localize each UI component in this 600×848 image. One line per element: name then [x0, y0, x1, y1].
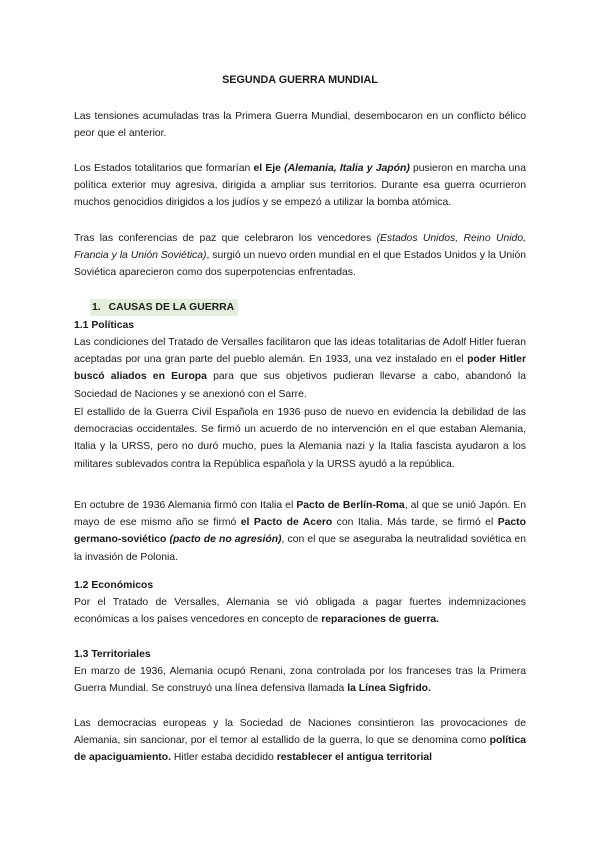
economicos-paragraph-1: Por el Tratado de Versalles, Alemania se vió obligada a pagar fuertes indemnizaciones económicas a los países vencedores en concepto de reparaciones de guerra.: [74, 597, 526, 626]
restablecer-territorial: restablecer el antigua territorial: [276, 752, 433, 764]
politicas-paragraph-1: Las condiciones del Tratado de Versalles facilitaron que las ideas totalitarias de Adolf Hitler fueran aceptadas por una gran parte del pueblo alemán. En 1933, una vez instalado en el poder Hitler buscó aliados en Europa para que sus objetivos pudieran llevarse a cabo, abandonó la Sociedad de Naciones y se anexionó con el Sarre.: [74, 337, 527, 400]
section-1-heading: [90, 299, 238, 316]
pacto-no-agresion: (pacto de no agresión): [169, 534, 282, 546]
politicas-paragraph-2: El estallido de la Guerra Civil Española en 1936 puso de nuevo en evidencia la debilidad de las democracias occidentales. Se firmó un acuerdo de no intervención en el que estaban Alemania, Italia y la URSS, pero no duró mucho, pues la Alemania nazi y la Italia fascista ayudaron a los militares sublevados contra la República española y la URSS ayudó a la república.: [74, 407, 526, 470]
eje-countries: (Alemania, Italia y Japón): [284, 163, 410, 174]
intro-paragraph-3: Tras las conferencias de paz que celebraron los vencedores (Estados Unidos, Reino Unido, Francia y la Unión Soviética), surgió un nuevo orden mundial en el que Estados Unidos y la Unión Soviética aparecieron como dos superpotencias enfrentadas.: [74, 233, 526, 279]
politicas-paragraph-3: En octubre de 1936 Alemania firmó con Italia el Pacto de Berlín-Roma, al que se unió Japón. En mayo de ese mismo año se firmó el Pacto de Acero con Italia. Más tarde, se firmó el Pacto germano-soviético (pacto de no agresión), con el que se aseguraba la neutralidad soviética en la invasión de Polonia.: [74, 500, 526, 563]
linea-sigfrido: la Línea Sigfrido.: [347, 683, 431, 695]
intro-paragraph-2: Los Estados totalitarios que formarían el Eje (Alemania, Italia y Japón) pusieron en marcha una política exterior muy agresiva, dirigida a ampliar sus territorios. Durante esa guerra ocurrieron muchos genocidios dirigidos a los judíos y se empezó a utilizar la bomba atómica.: [74, 163, 526, 209]
pacto-berlin-roma: Pacto de Berlín-Roma: [296, 500, 405, 511]
eje-term: el Eje: [253, 163, 285, 174]
intro-paragraph-1: Las tensiones acumuladas tras la Primera Guerra Mundial, desembocaron en un conflicto bélico peor que el anterior.: [74, 111, 526, 140]
territoriales-paragraph-2: Las democracias europeas y la Sociedad de Naciones consintieron las provocaciones de Alemania, sin sancionar, por el temor al estallido de la guerra, lo que se denomina como política de apaciguamiento. Hitler estaba decidido restablecer el antigua territorial: [74, 718, 526, 764]
pacto-germano-sovietico: Pacto germano-soviético: [74, 517, 526, 546]
section-1-number: 1.: [92, 302, 101, 313]
subsection-1-3-heading: 1.3 Territoriales: [74, 649, 151, 660]
reparaciones-guerra: reparaciones de guerra.: [321, 614, 440, 626]
section-1-title: CAUSAS DE LA GUERRA: [108, 302, 235, 313]
politica-apaciguamiento: política de apaciguamiento.: [74, 735, 526, 764]
pacto-acero: el Pacto de Acero: [240, 517, 333, 529]
territoriales-paragraph-1: En marzo de 1936, Alemania ocupó Renani, zona controlada por los franceses tras la Primera Guerra Mundial. Se construyó una línea defensiva llamada la Línea Sigfrido.: [74, 666, 526, 695]
subsection-1-1-heading: 1.1 Políticas: [74, 320, 135, 331]
hitler-allies-highlight: poder Hitler buscó aliados en Europa: [74, 354, 527, 383]
document-title: SEGUNDA GUERRA MUNDIAL: [222, 74, 378, 86]
subsection-1-2-heading: 1.2 Económicos: [74, 580, 154, 591]
victors-list: (Estados Unidos, Reino Unido, Francia y la Unión Soviética): [74, 233, 526, 262]
